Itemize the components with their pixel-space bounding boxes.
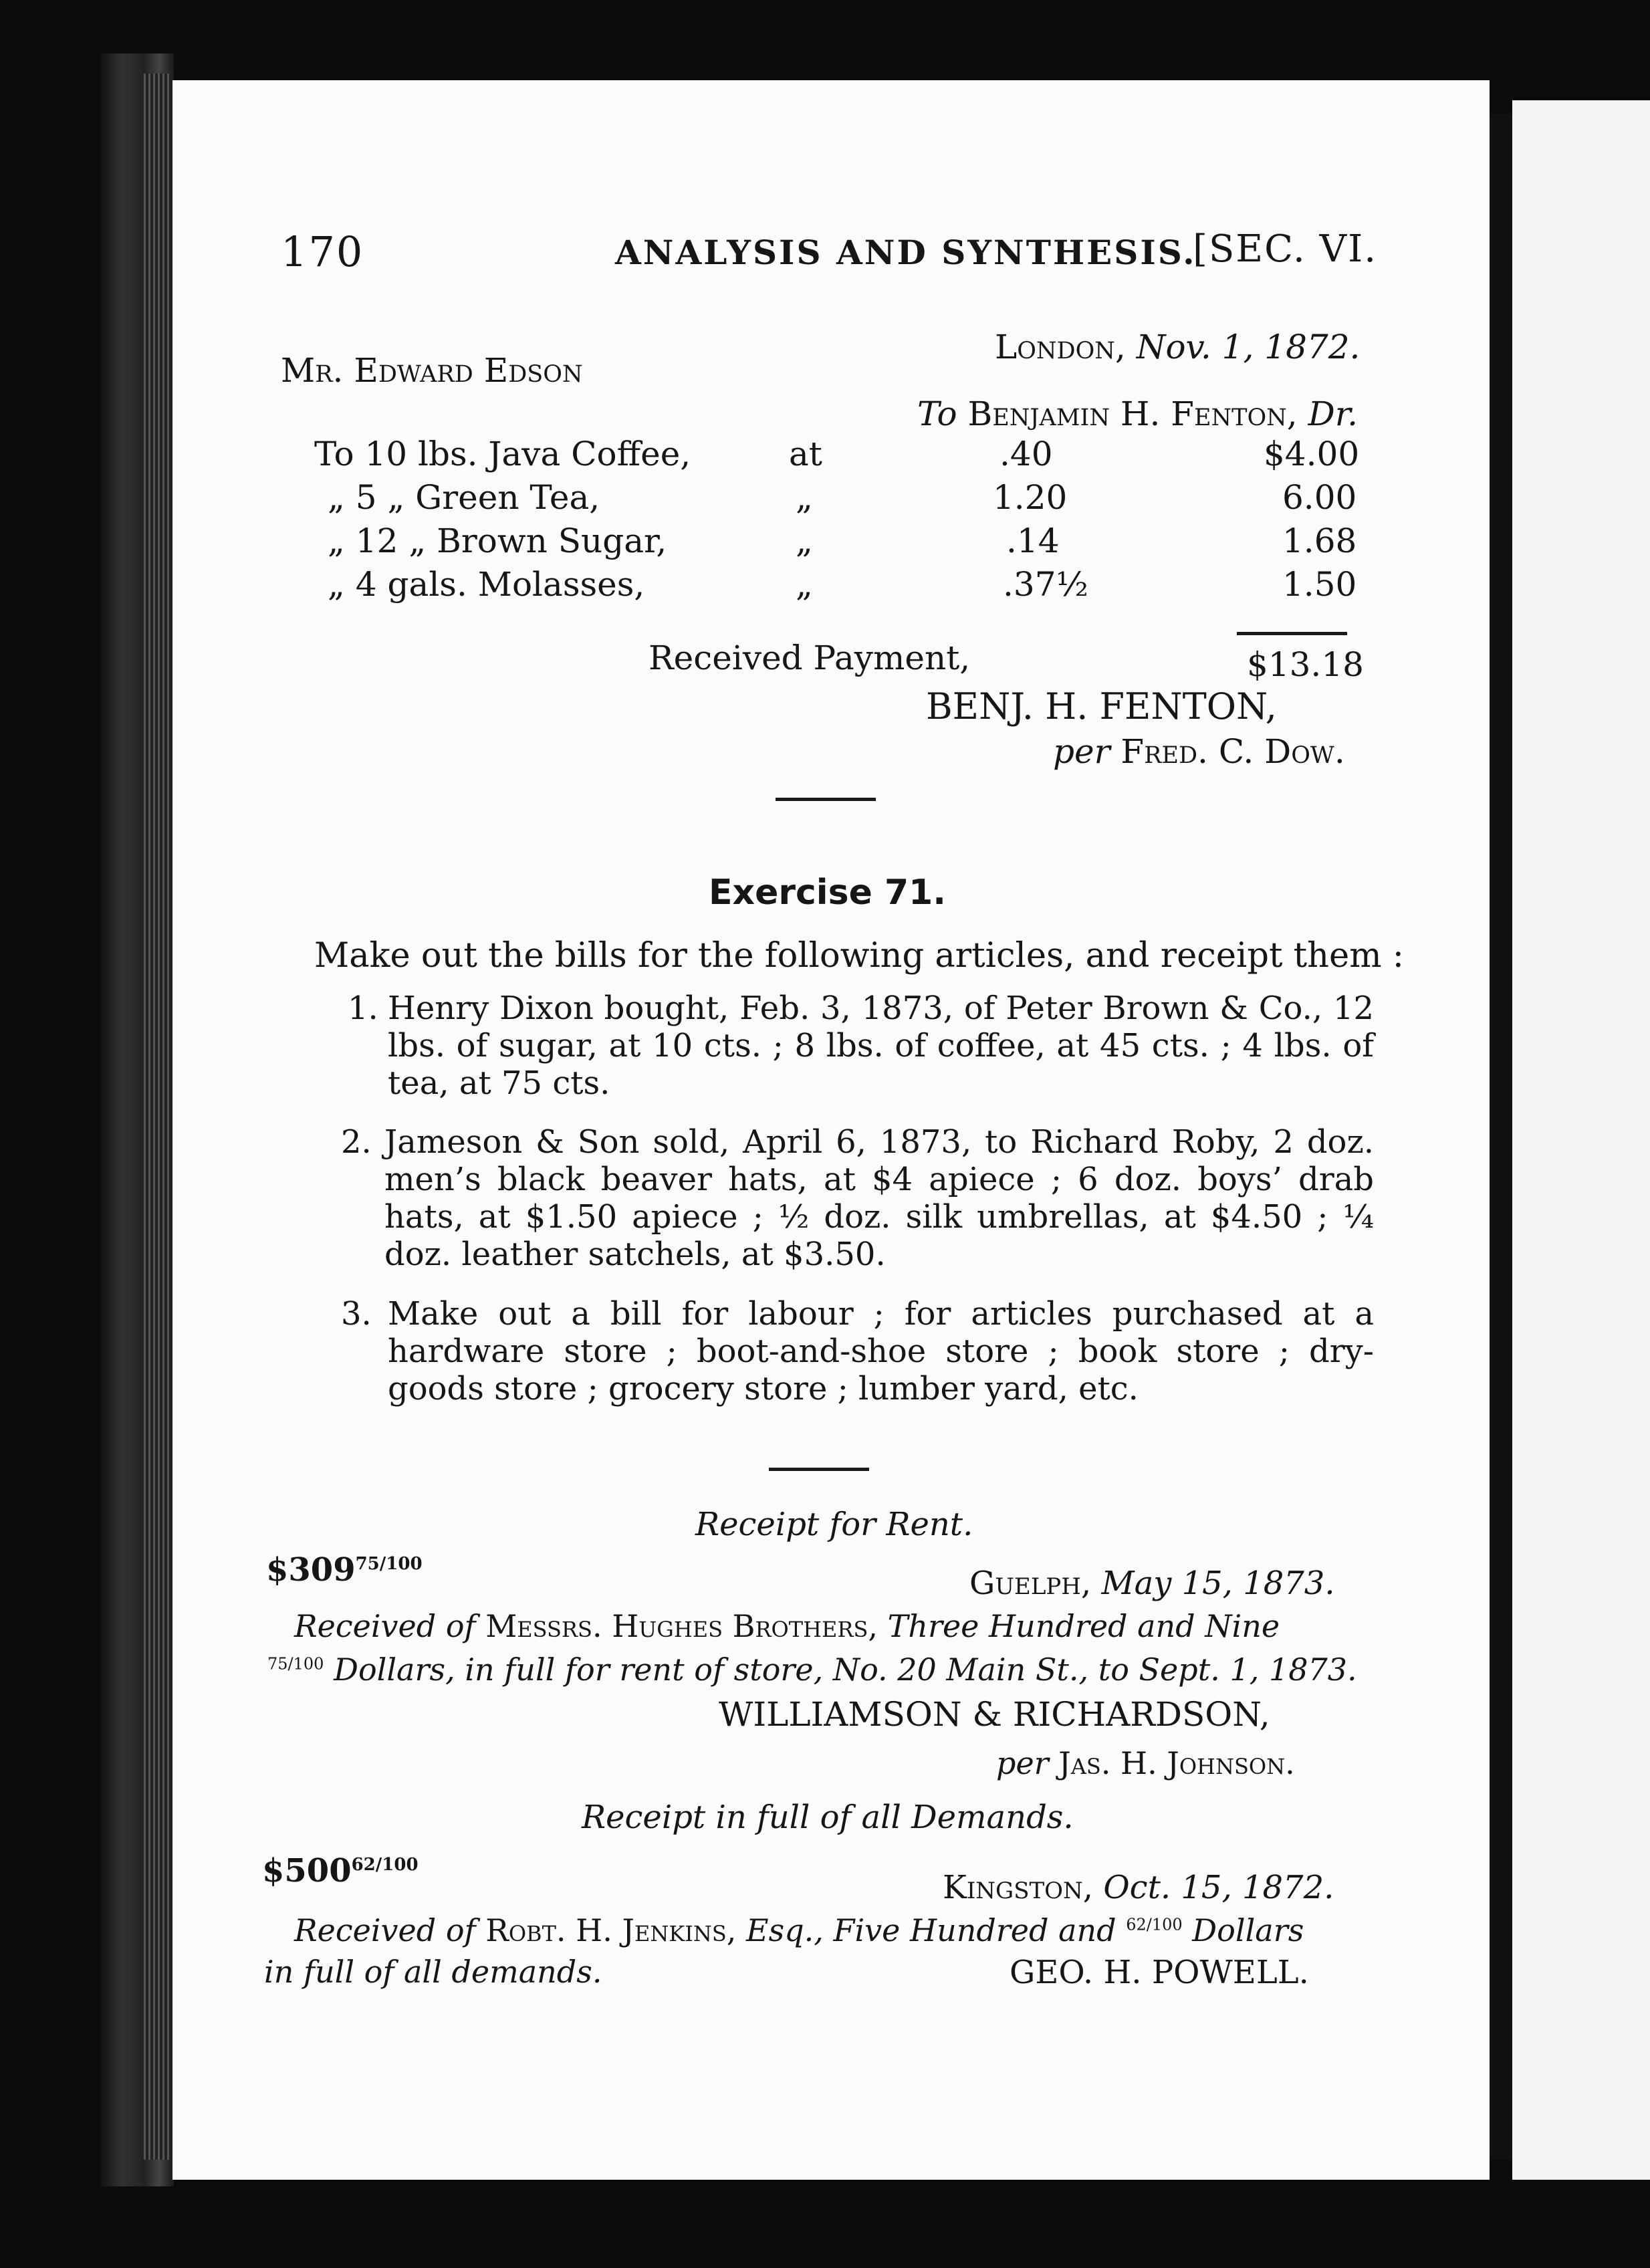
- receipt-rent-received: Received of: [294, 1608, 476, 1644]
- bill-item-qty: To 10 lbs. Java Coffee,: [314, 435, 691, 473]
- receipt-rent-date: May 15, 1873.: [1101, 1565, 1335, 1602]
- receipt-full-received: Received of: [294, 1912, 476, 1948]
- running-head: [281, 227, 1377, 281]
- facing-page-edge: [1512, 100, 1650, 2180]
- receipt-full-dollars-word: Dollars: [1192, 1912, 1304, 1948]
- receipt-full-line-1: [294, 1912, 1304, 1948]
- receipt-full-place: Kingston,: [943, 1869, 1094, 1906]
- bill-item-total: 6.00: [1282, 478, 1357, 517]
- bill-received: Received Payment,: [649, 639, 971, 677]
- receipt-rent-place: Guelph,: [969, 1565, 1092, 1602]
- bill-per-line: [1053, 732, 1345, 771]
- bill-signer: BENJ. H. FENTON,: [926, 685, 1277, 727]
- bill-item-at: „: [796, 478, 813, 517]
- bill-place-date: [995, 328, 1360, 366]
- exercise-item-text: Jameson & Son sold, April 6, 1873, to Richard Roby, 2 doz. men’s black beaver hats, at $4 apiece ; 6 doz. boys’ drab hats, at $1.50 apiece ; ½ doz. silk umbrellas, at $4.50 ; ¼ doz. leather satchels, at $3.50.: [384, 1123, 1374, 1273]
- receipt-full-amount: [262, 1852, 419, 1890]
- bill-item-total: 1.68: [1282, 522, 1357, 560]
- bill-item-price: .40: [999, 435, 1053, 473]
- bill-item-price: .14: [1006, 522, 1060, 560]
- bill-to-line: [917, 394, 1358, 433]
- exercise-item-number: 2.: [341, 1123, 372, 1161]
- receipt-rent-heading: Receipt for Rent.: [695, 1506, 973, 1543]
- bill-item-at: „: [796, 565, 813, 604]
- bill-item-qty: „ 12 „ Brown Sugar,: [328, 522, 667, 560]
- receipt-full-heading: Receipt in full of all Demands.: [582, 1799, 1074, 1836]
- receipt-rent-dollars: $309: [266, 1551, 356, 1589]
- bill-per: per: [1053, 732, 1110, 771]
- receipt-full-place-date: [943, 1869, 1334, 1906]
- bill-place: London,: [995, 328, 1126, 366]
- bill-date: Nov. 1, 1872.: [1136, 328, 1361, 366]
- exercise-item-number: 3.: [341, 1295, 372, 1333]
- receipt-full-cents: 62/100: [351, 1855, 419, 1875]
- receipt-rent-line-1: [294, 1608, 1280, 1644]
- bill-item-at: at: [789, 435, 822, 473]
- bill-item-qty: „ 4 gals. Molasses,: [328, 565, 645, 604]
- bill-item-price: 1.20: [993, 478, 1068, 517]
- bill-item-total: 1.50: [1282, 565, 1357, 604]
- bill-item-at: „: [796, 522, 813, 560]
- sum-rule: [1237, 632, 1347, 635]
- receipt-rent-per-name: Jas. H. Johnson.: [1058, 1745, 1295, 1781]
- exercise-item-text: Henry Dixon bought, Feb. 3, 1873, of Peter Brown & Co., 12 lbs. of sugar, at 10 cts. ; 8 lbs. of coffee, at 45 cts. ; 4 lbs. of tea, at 75 cts.: [388, 990, 1374, 1102]
- receipt-full-fraction: 62/100: [1126, 1915, 1183, 1934]
- receipt-rent-payer: Messrs. Hughes Brothers,: [485, 1608, 878, 1644]
- running-title: ANALYSIS AND SYNTHESIS.: [615, 233, 1197, 272]
- exercise-title: Exercise 71.: [709, 873, 947, 913]
- page-number: 170: [281, 227, 364, 276]
- receipt-rent-per-line: [996, 1745, 1295, 1781]
- page-edges: [144, 74, 172, 2160]
- exercise-item-number: 1.: [348, 990, 378, 1027]
- receipt-rent-signer: WILLIAMSON & RICHARDSON,: [719, 1695, 1270, 1734]
- bill-vendor: Benjamin H. Fenton,: [967, 394, 1298, 433]
- section-label: [SEC. VI.: [1193, 227, 1377, 271]
- receipt-full-date: Oct. 15, 1872.: [1103, 1869, 1334, 1906]
- bill-item-qty: „ 5 „ Green Tea,: [328, 478, 600, 517]
- exercise-item-text: Make out a bill for labour ; for articles purchased at a hardware store ; boot-and-shoe store ; book store ; dry-goods store ; grocery store ; lumber yard, etc.: [388, 1295, 1374, 1407]
- bill-dr: Dr.: [1308, 394, 1359, 433]
- bill-item-total: $4.00: [1264, 435, 1360, 473]
- receipt-full-line-2: in full of all demands.: [264, 1954, 602, 1990]
- receipt-rent-amount-words: Three Hundred and Nine: [887, 1608, 1280, 1644]
- bill-to-prefix: To: [917, 394, 957, 433]
- receipt-full-signer: GEO. H. POWELL.: [1010, 1954, 1309, 1991]
- section-divider: [769, 1468, 869, 1471]
- receipt-rent-place-date: [969, 1565, 1335, 1602]
- receipt-rent-purpose: Dollars, in full for rent of store, No. 20 Main St., to Sept. 1, 1873.: [334, 1652, 1357, 1688]
- receipt-full-amount-words: Esq., Five Hundred and: [746, 1912, 1116, 1948]
- receipt-rent-fraction: 75/100: [267, 1654, 324, 1674]
- receipt-full-payer: Robt. H. Jenkins,: [485, 1912, 737, 1948]
- bill-customer: Mr. Edward Edson: [281, 351, 583, 390]
- bill-grand-total: $13.18: [1247, 645, 1364, 684]
- receipt-rent-per: per: [996, 1745, 1049, 1781]
- bill-per-name: Fred. C. Dow.: [1121, 732, 1345, 771]
- receipt-rent-amount: [266, 1551, 423, 1589]
- gutter-shadow: [1490, 114, 1512, 2160]
- receipt-rent-cents: 75/100: [355, 1554, 423, 1574]
- bill-item-price: .37½: [1003, 565, 1088, 604]
- exercise-intro: Make out the bills for the following articles, and receipt them :: [314, 936, 1404, 976]
- section-divider: [776, 798, 876, 801]
- receipt-full-dollars: $500: [262, 1852, 352, 1890]
- receipt-rent-line-2: [267, 1652, 1357, 1688]
